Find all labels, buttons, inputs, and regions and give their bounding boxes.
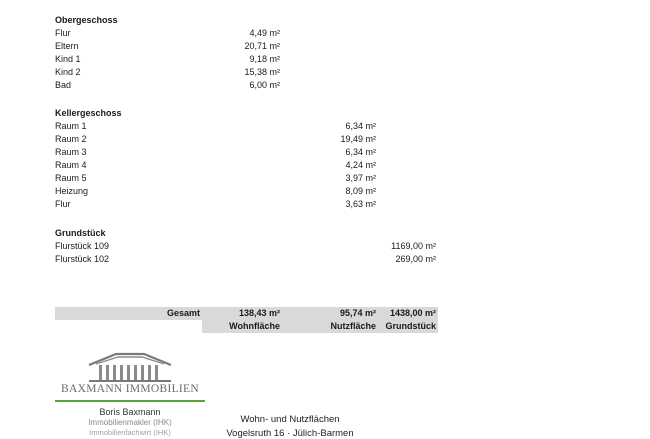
document-title: Wohn- und Nutzflächen <box>240 414 340 425</box>
totals-label: Gesamt <box>166 308 200 318</box>
room-label: Raum 1 <box>55 121 87 131</box>
room-area: 3,97 m² <box>345 173 376 183</box>
brand-underline <box>55 400 205 402</box>
agent-title: Immobilienmakler (IHK) <box>88 418 172 427</box>
brand-logo-text: BAXMANN IMMOBILIEN <box>61 383 199 395</box>
house-logo-icon <box>86 350 174 382</box>
plot-area: 1169,00 m² <box>391 241 436 251</box>
section-title-kellergeschoss: Kellergeschoss <box>55 108 122 118</box>
nutzflaeche-caption: Nutzfläche <box>330 321 376 331</box>
room-area: 15,38 m² <box>244 67 280 77</box>
room-area: 8,09 m² <box>345 186 376 196</box>
room-label: Raum 3 <box>55 147 87 157</box>
plot-label: Flurstück 102 <box>55 254 110 264</box>
total-wohnflaeche: 138,43 m² <box>238 308 280 318</box>
document-address: Vogelsruth 16 · Jülich-Barmen <box>226 428 354 439</box>
wohnflaeche-caption: Wohnfläche <box>229 321 280 331</box>
section-title-grundstueck: Grundstück <box>55 228 106 238</box>
room-label: Raum 4 <box>55 160 87 170</box>
room-label: Raum 5 <box>55 173 87 183</box>
room-area: 19,49 m² <box>340 134 376 144</box>
agent-title-2: Immobilienfachwirt (IHK) <box>89 428 171 437</box>
room-area: 9,18 m² <box>249 54 280 64</box>
room-label: Kind 2 <box>55 67 81 77</box>
room-area: 6,34 m² <box>345 121 376 131</box>
total-grundstueck: 1438,00 m² <box>389 308 436 318</box>
room-area: 6,34 m² <box>345 147 376 157</box>
section-title-obergeschoss: Obergeschoss <box>55 15 118 25</box>
room-label: Raum 2 <box>55 134 87 144</box>
room-area: 3,63 m² <box>345 199 376 209</box>
agent-name: Boris Baxmann <box>99 407 161 417</box>
plot-area: 269,00 m² <box>395 254 436 264</box>
plot-label: Flurstück 109 <box>55 241 110 251</box>
room-label: Kind 1 <box>55 54 81 64</box>
room-label: Heizung <box>55 186 89 196</box>
total-nutzflaeche: 95,74 m² <box>339 308 376 318</box>
grundstueck-caption: Grundstück <box>385 321 436 331</box>
room-area: 4,24 m² <box>345 160 376 170</box>
room-area: 4,49 m² <box>249 28 280 38</box>
room-label: Flur <box>55 199 71 209</box>
room-label: Eltern <box>55 41 79 51</box>
room-label: Bad <box>55 80 72 90</box>
room-label: Flur <box>55 28 71 38</box>
room-area: 6,00 m² <box>249 80 280 90</box>
room-area: 20,71 m² <box>244 41 280 51</box>
